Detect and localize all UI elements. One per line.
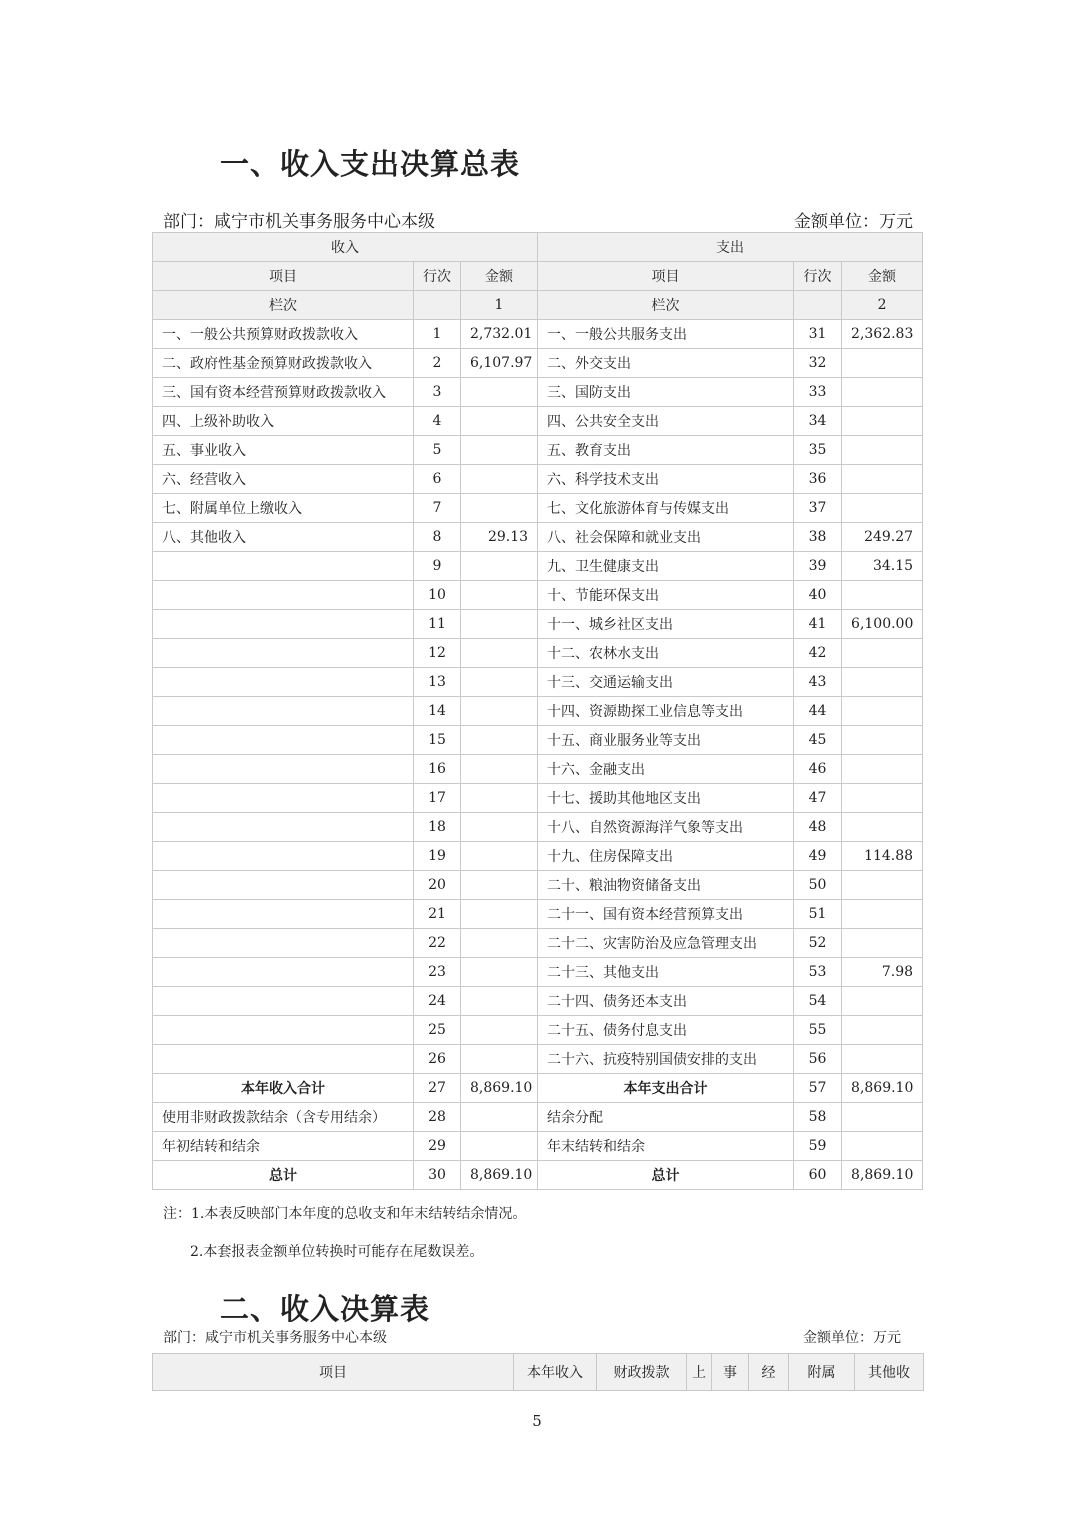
income-row-no: 11: [414, 610, 461, 639]
income-row-no: 19: [414, 842, 461, 871]
income-item: [153, 842, 414, 871]
expense-item-header: 项目: [538, 262, 794, 291]
section2-meta: [163, 1327, 901, 1347]
income-amount: [461, 958, 538, 987]
income-amount: [461, 465, 538, 494]
expense-amount: [842, 697, 923, 726]
income-total-row-no: 27: [414, 1074, 461, 1103]
expense-row-no: 55: [794, 1016, 842, 1045]
table-row: [153, 784, 923, 813]
expense-amount: [842, 929, 923, 958]
expense-total-item: 年末结转和结余: [538, 1132, 794, 1161]
income-total-amount: [461, 1132, 538, 1161]
table-row: [153, 349, 923, 378]
expense-amount: [842, 1016, 923, 1045]
expense-row-no: 46: [794, 755, 842, 784]
unit-label: 金额单位：万元: [794, 212, 913, 232]
income-amount: [461, 726, 538, 755]
expense-item: 十五、商业服务业等支出: [538, 726, 794, 755]
income-row-no: 3: [414, 378, 461, 407]
income-total-item: 总计: [153, 1161, 414, 1190]
income-item: [153, 552, 414, 581]
expense-item: 十八、自然资源海洋气象等支出: [538, 813, 794, 842]
expense-amount: [842, 581, 923, 610]
income-total-row-no: 30: [414, 1161, 461, 1190]
expense-item: 六、科学技术支出: [538, 465, 794, 494]
expense-amount: [842, 755, 923, 784]
expense-item: 二十四、债务还本支出: [538, 987, 794, 1016]
expense-amount: [842, 900, 923, 929]
expense-item: 十一、城乡社区支出: [538, 610, 794, 639]
income-amount: [461, 639, 538, 668]
table-row: [153, 697, 923, 726]
expense-row-no: 54: [794, 987, 842, 1016]
unit-label-2: 金额单位：万元: [803, 1330, 901, 1346]
income-amount: [461, 668, 538, 697]
expense-row-no: 49: [794, 842, 842, 871]
expense-amount: [842, 436, 923, 465]
expense-row-no: 41: [794, 610, 842, 639]
table-row: [153, 726, 923, 755]
income-item: [153, 784, 414, 813]
income-item: 一、一般公共预算财政拨款收入: [153, 320, 414, 349]
sub-header-annual-income: 本年收入: [514, 1354, 597, 1391]
income-item: [153, 755, 414, 784]
income-item: 五、事业收入: [153, 436, 414, 465]
income-total-item: 年初结转和结余: [153, 1132, 414, 1161]
expense-row-no: 36: [794, 465, 842, 494]
expense-row-no: 44: [794, 697, 842, 726]
expense-amount: [842, 871, 923, 900]
table-row: [153, 958, 923, 987]
income-item-header: 项目: [153, 262, 414, 291]
income-item: [153, 900, 414, 929]
table-row: [153, 320, 923, 349]
expense-total-amount: [842, 1103, 923, 1132]
table-row: [153, 1045, 923, 1074]
income-amount: [461, 436, 538, 465]
income-amount: [461, 842, 538, 871]
income-item: 六、经营收入: [153, 465, 414, 494]
income-col-row-blank: [414, 291, 461, 320]
income-item: [153, 871, 414, 900]
income-total-amount: 8,869.10: [461, 1161, 538, 1190]
expense-col-row-blank: [794, 291, 842, 320]
table-row: [153, 987, 923, 1016]
header-row-columns: [153, 262, 923, 291]
expense-amount-header: 金额: [842, 262, 923, 291]
table-row: [153, 842, 923, 871]
expense-row-header: 行次: [794, 262, 842, 291]
header-row-groups: [153, 233, 923, 262]
expense-item: 二十六、抗疫特别国债安排的支出: [538, 1045, 794, 1074]
expense-item: 一、一般公共服务支出: [538, 320, 794, 349]
page-number: 5: [532, 1412, 542, 1430]
sub-header-operation: 经: [749, 1354, 789, 1391]
income-item: [153, 639, 414, 668]
income-row-no: 6: [414, 465, 461, 494]
income-row-no: 5: [414, 436, 461, 465]
expense-col-label: 栏次: [538, 291, 794, 320]
expense-amount: [842, 987, 923, 1016]
income-amount: 2,732.01: [461, 320, 538, 349]
expense-item: 二十五、债务付息支出: [538, 1016, 794, 1045]
expense-item: 四、公共安全支出: [538, 407, 794, 436]
table-row: [153, 668, 923, 697]
expense-item: 十、节能环保支出: [538, 581, 794, 610]
expense-item: 十七、援助其他地区支出: [538, 784, 794, 813]
expense-total-item: 结余分配: [538, 1103, 794, 1132]
expense-amount: [842, 813, 923, 842]
table-row: [153, 581, 923, 610]
expense-row-no: 56: [794, 1045, 842, 1074]
income-row-no: 23: [414, 958, 461, 987]
income-row-no: 24: [414, 987, 461, 1016]
expense-row-no: 43: [794, 668, 842, 697]
expense-item: 二十二、灾害防治及应急管理支出: [538, 929, 794, 958]
expense-item: 二、外交支出: [538, 349, 794, 378]
expense-item: 二十三、其他支出: [538, 958, 794, 987]
expense-row-no: 52: [794, 929, 842, 958]
expense-row-no: 45: [794, 726, 842, 755]
expense-item: 十三、交通运输支出: [538, 668, 794, 697]
income-item: [153, 929, 414, 958]
table-row: [153, 378, 923, 407]
table-row: [153, 639, 923, 668]
income-row-no: 13: [414, 668, 461, 697]
expense-amount: 7.98: [842, 958, 923, 987]
income-amount: [461, 900, 538, 929]
sub-header-affiliated: 附属: [789, 1354, 855, 1391]
income-item: [153, 581, 414, 610]
income-item: [153, 958, 414, 987]
expense-amount: [842, 726, 923, 755]
income-col-label: 栏次: [153, 291, 414, 320]
table-row: [153, 929, 923, 958]
expense-row-no: 34: [794, 407, 842, 436]
expense-header: 支出: [538, 233, 923, 262]
income-amount: [461, 813, 538, 842]
expense-item: 九、卫生健康支出: [538, 552, 794, 581]
income-amount: [461, 552, 538, 581]
expense-row-no: 48: [794, 813, 842, 842]
expense-total-item: 本年支出合计: [538, 1074, 794, 1103]
expense-item: 十二、农林水支出: [538, 639, 794, 668]
expense-total-row-no: 58: [794, 1103, 842, 1132]
income-amount: [461, 494, 538, 523]
income-item: [153, 813, 414, 842]
income-amount: [461, 929, 538, 958]
income-item: 七、附属单位上缴收入: [153, 494, 414, 523]
notes: [163, 1203, 526, 1279]
income-item: [153, 1045, 414, 1074]
income-total-item: 使用非财政拨款结余（含专用结余）: [153, 1103, 414, 1132]
income-amount: [461, 784, 538, 813]
department-label: 部门：咸宁市机关事务服务中心本级: [163, 212, 435, 232]
sub-header-business: 事: [712, 1354, 749, 1391]
expense-row-no: 47: [794, 784, 842, 813]
income-item: [153, 610, 414, 639]
sub-header-superior: 上: [687, 1354, 712, 1391]
income-amount: [461, 755, 538, 784]
table-row: [153, 900, 923, 929]
income-item: 八、其他收入: [153, 523, 414, 552]
note-1: 注：1.本表反映部门本年度的总收支和年末结转结余情况。: [163, 1206, 527, 1222]
table-row: [153, 407, 923, 436]
expense-amount: [842, 349, 923, 378]
income-row-no: 16: [414, 755, 461, 784]
header-row-col-index: [153, 291, 923, 320]
total-row: [153, 1074, 923, 1103]
income-total-row-no: 29: [414, 1132, 461, 1161]
expense-row-no: 42: [794, 639, 842, 668]
sub-header-item: 项目: [153, 1354, 514, 1391]
table-row: [153, 813, 923, 842]
expense-amount: 34.15: [842, 552, 923, 581]
income-amount: 6,107.97: [461, 349, 538, 378]
expense-item: 二十、粮油物资储备支出: [538, 871, 794, 900]
income-row-no: 14: [414, 697, 461, 726]
income-amount: [461, 407, 538, 436]
table-row: [153, 1016, 923, 1045]
income-row-no: 9: [414, 552, 461, 581]
expense-item: 八、社会保障和就业支出: [538, 523, 794, 552]
income-total-item: 本年收入合计: [153, 1074, 414, 1103]
income-table-header: [152, 1353, 924, 1391]
expense-item: 十九、住房保障支出: [538, 842, 794, 871]
section2-title: 二、收入决算表: [220, 1292, 431, 1326]
table-row: [153, 871, 923, 900]
expense-amount: [842, 639, 923, 668]
table-row: [153, 610, 923, 639]
income-item: [153, 668, 414, 697]
expense-item: 二十一、国有资本经营预算支出: [538, 900, 794, 929]
income-item: [153, 726, 414, 755]
expense-row-no: 53: [794, 958, 842, 987]
income-row-no: 4: [414, 407, 461, 436]
table-row: [153, 755, 923, 784]
total-row: [153, 1132, 923, 1161]
income-item: [153, 987, 414, 1016]
department-label-2: 部门：咸宁市机关事务服务中心本级: [163, 1330, 387, 1346]
table-row: [153, 465, 923, 494]
sub-header-fiscal-allocation: 财政拨款: [597, 1354, 687, 1391]
expense-item: 五、教育支出: [538, 436, 794, 465]
expense-row-no: 51: [794, 900, 842, 929]
income-item: 二、政府性基金预算财政拨款收入: [153, 349, 414, 378]
income-amount: [461, 1045, 538, 1074]
expense-amount: [842, 407, 923, 436]
income-amount: [461, 987, 538, 1016]
income-total-row-no: 28: [414, 1103, 461, 1132]
expense-total-amount: [842, 1132, 923, 1161]
income-row-no: 12: [414, 639, 461, 668]
expense-amount: [842, 378, 923, 407]
expense-total-row-no: 57: [794, 1074, 842, 1103]
section1-title: 一、收入支出决算总表: [220, 147, 521, 181]
expense-total-row-no: 59: [794, 1132, 842, 1161]
section1-meta: [163, 207, 913, 232]
expense-total-amount: 8,869.10: [842, 1161, 923, 1190]
income-row-no: 8: [414, 523, 461, 552]
expense-row-no: 33: [794, 378, 842, 407]
table-row: [153, 552, 923, 581]
expense-total-row-no: 60: [794, 1161, 842, 1190]
expense-row-no: 31: [794, 320, 842, 349]
income-row-no: 2: [414, 349, 461, 378]
expense-total-amount: 8,869.10: [842, 1074, 923, 1103]
expense-item: 三、国防支出: [538, 378, 794, 407]
income-row-no: 22: [414, 929, 461, 958]
income-amount: [461, 697, 538, 726]
expense-amount: [842, 668, 923, 697]
expense-item: 十六、金融支出: [538, 755, 794, 784]
expense-row-no: 35: [794, 436, 842, 465]
expense-row-no: 40: [794, 581, 842, 610]
expense-item: 十四、资源勘探工业信息等支出: [538, 697, 794, 726]
income-amount: [461, 1016, 538, 1045]
income-item: 三、国有资本经营预算财政拨款收入: [153, 378, 414, 407]
income-row-no: 18: [414, 813, 461, 842]
income-amount: 29.13: [461, 523, 538, 552]
income-header: 收入: [153, 233, 538, 262]
expense-amount: 249.27: [842, 523, 923, 552]
expense-item: 七、文化旅游体育与传媒支出: [538, 494, 794, 523]
income-row-no: 25: [414, 1016, 461, 1045]
table-row: [153, 523, 923, 552]
table-row: [153, 436, 923, 465]
expense-amount: 6,100.00: [842, 610, 923, 639]
expense-amount: [842, 465, 923, 494]
income-row-no: 17: [414, 784, 461, 813]
income-amount: [461, 378, 538, 407]
expense-amount: 114.88: [842, 842, 923, 871]
income-item: [153, 697, 414, 726]
income-row-no: 7: [414, 494, 461, 523]
income-amount: [461, 610, 538, 639]
income-row-no: 15: [414, 726, 461, 755]
income-row-header: 行次: [414, 262, 461, 291]
total-row: [153, 1161, 923, 1190]
expense-row-no: 38: [794, 523, 842, 552]
expense-row-no: 37: [794, 494, 842, 523]
income-item: [153, 1016, 414, 1045]
expense-col-index: 2: [842, 291, 923, 320]
income-row-no: 1: [414, 320, 461, 349]
income-row-no: 10: [414, 581, 461, 610]
note-2: 2.本套报表金额单位转换时可能存在尾数误差。: [190, 1244, 484, 1260]
income-col-index: 1: [461, 291, 538, 320]
income-amount-header: 金额: [461, 262, 538, 291]
expense-total-item: 总计: [538, 1161, 794, 1190]
income-row-no: 26: [414, 1045, 461, 1074]
income-total-amount: [461, 1103, 538, 1132]
expense-row-no: 32: [794, 349, 842, 378]
expense-row-no: 50: [794, 871, 842, 900]
income-table-header-row: [153, 1354, 924, 1391]
expense-row-no: 39: [794, 552, 842, 581]
total-row: [153, 1103, 923, 1132]
expense-amount: [842, 784, 923, 813]
income-row-no: 21: [414, 900, 461, 929]
expense-amount: [842, 1045, 923, 1074]
table-row: [153, 494, 923, 523]
income-row-no: 20: [414, 871, 461, 900]
income-item: 四、上级补助收入: [153, 407, 414, 436]
income-amount: [461, 581, 538, 610]
expense-amount: [842, 494, 923, 523]
income-total-amount: 8,869.10: [461, 1074, 538, 1103]
expense-amount: 2,362.83: [842, 320, 923, 349]
income-amount: [461, 871, 538, 900]
income-expense-table: [152, 232, 923, 1190]
sub-header-other-income: 其他收: [855, 1354, 924, 1391]
